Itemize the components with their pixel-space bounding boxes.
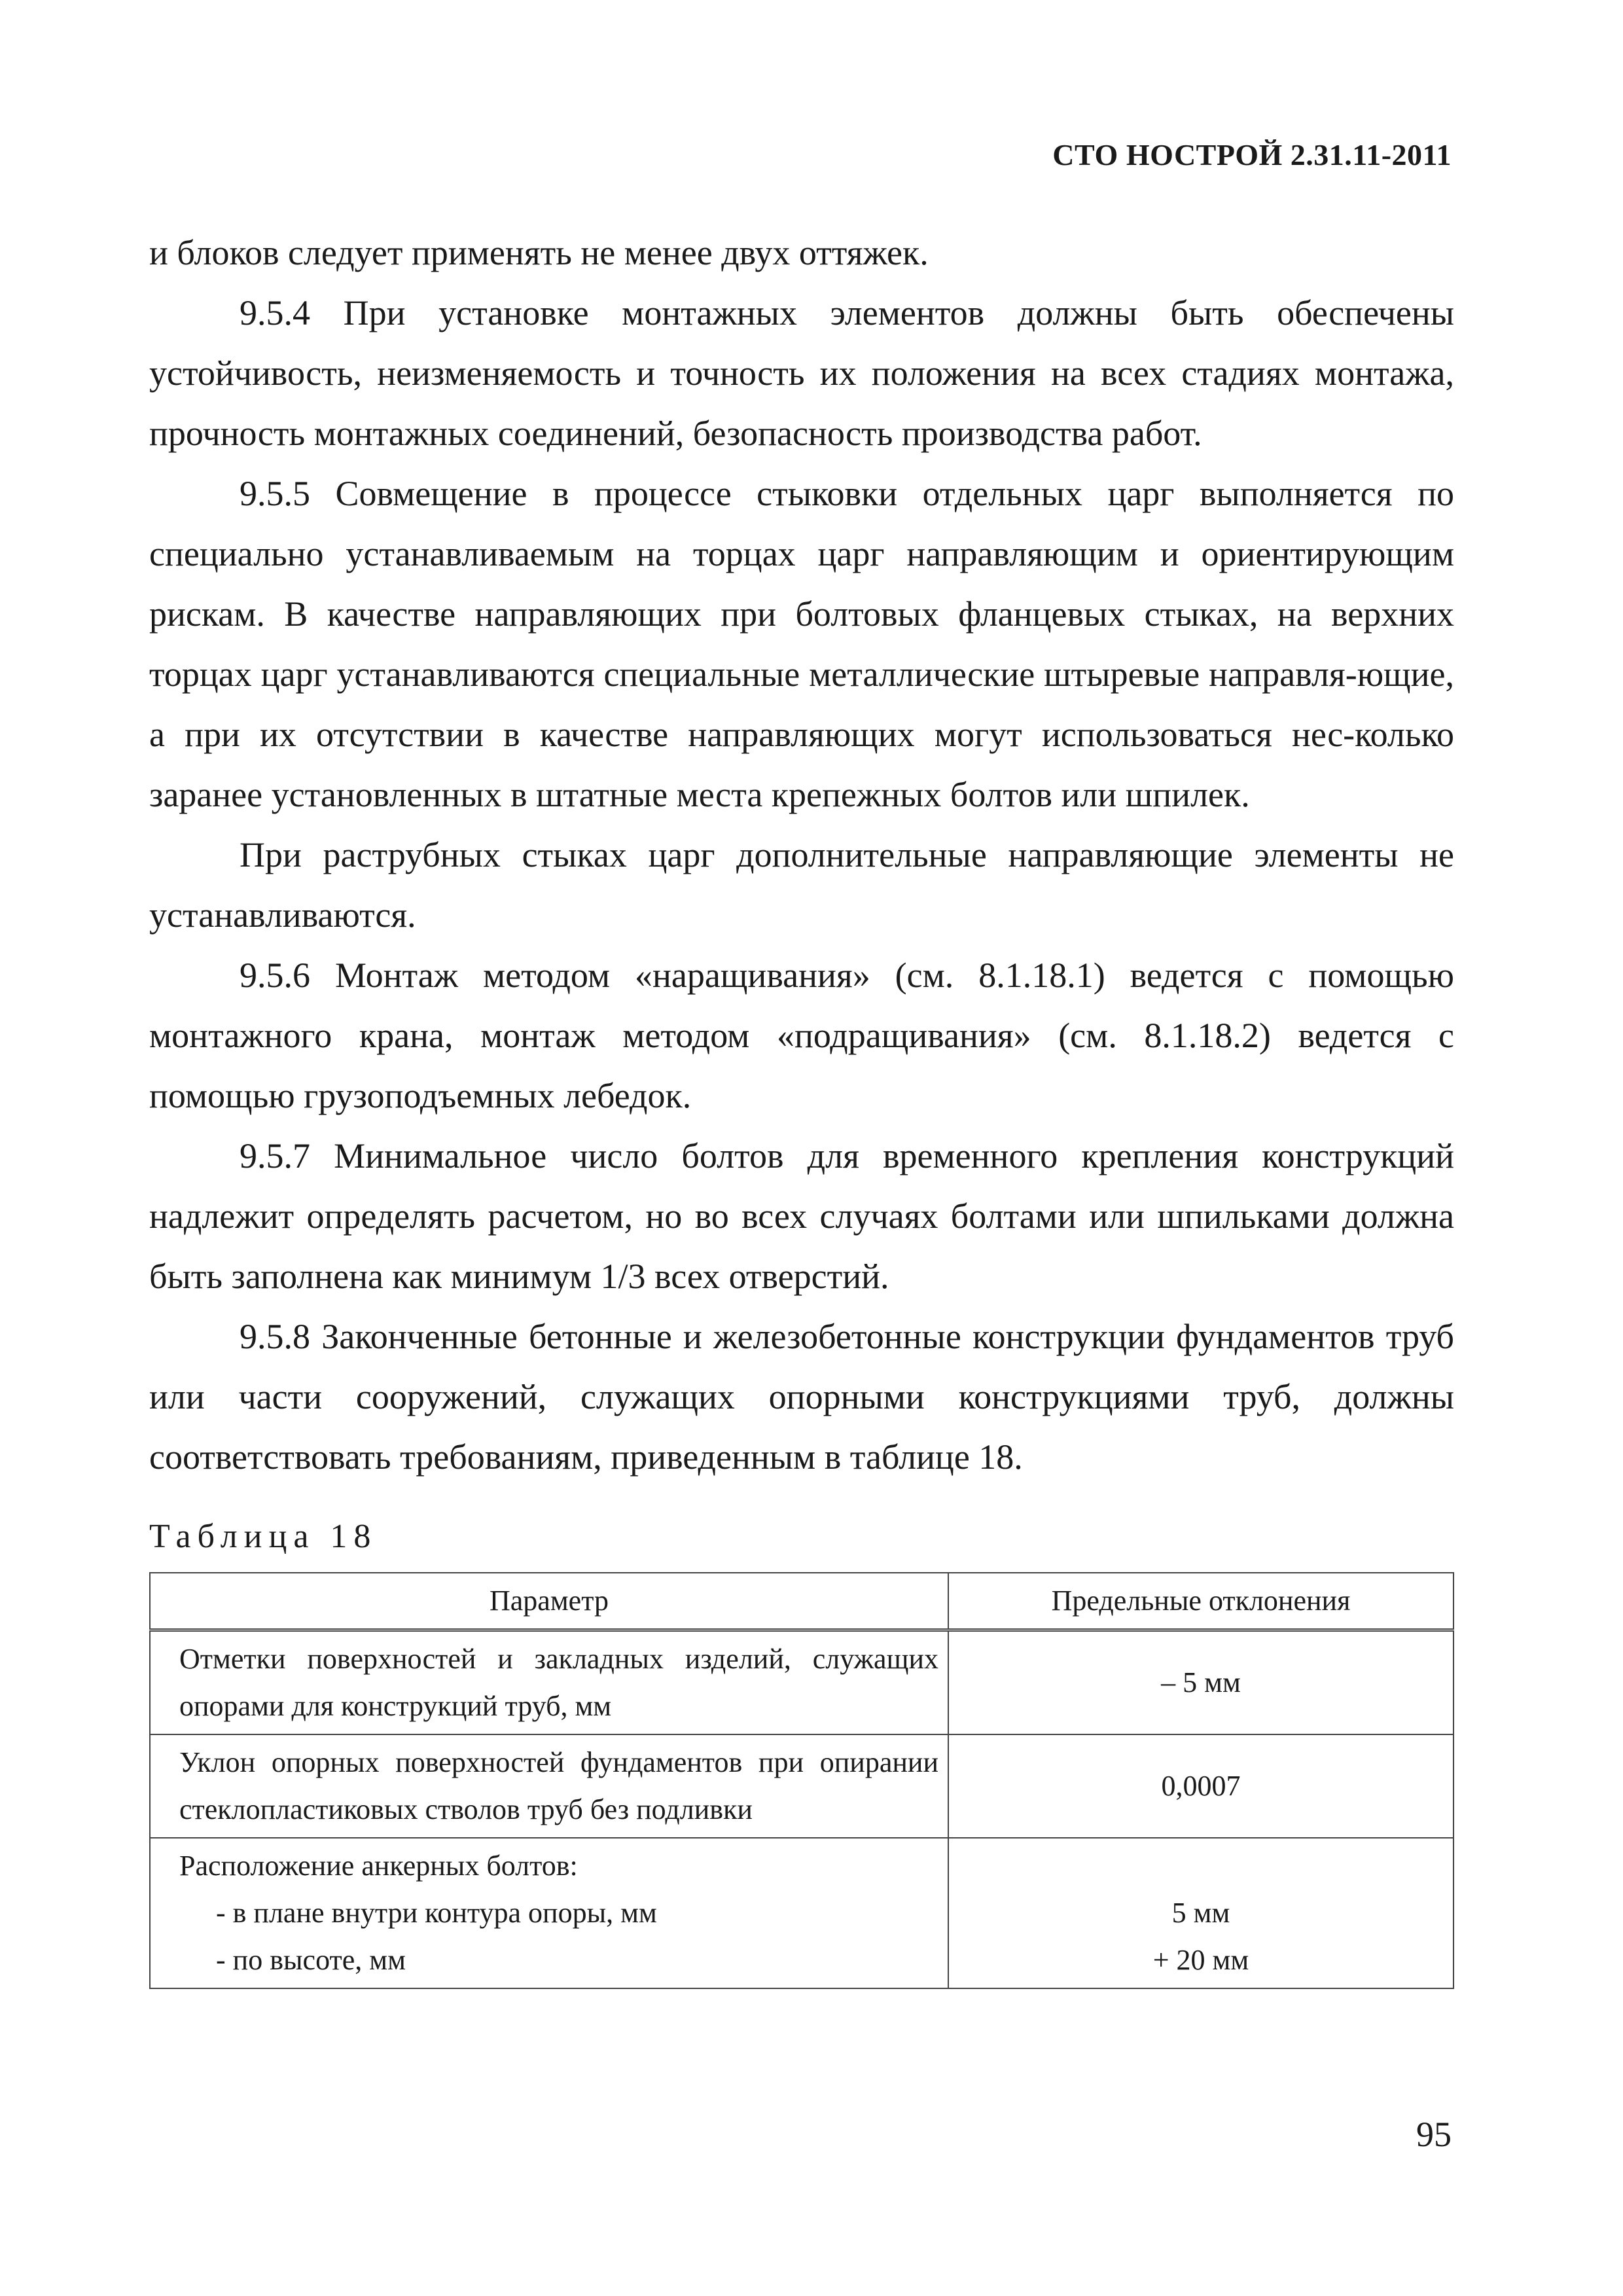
column-header-param: Параметр [150,1573,948,1630]
body-text [149,223,1454,1487]
paragraph-9-5-5: 9.5.5 Совмещение в процессе стыковки отдельных царг выполняется по специально устанавливаемым на торцах царг направляющим и ориентирующим рискам. В качестве направляющих при болтовых фланцевых стыках, на верхних торцах царг устанавливаются специальные металлические штыревые направля-ющие, а при их отсутствии в качестве направляющих могут использоваться нес-колько заранее установленных в штатные места крепежных болтов или шпилек. [149,474,1454,814]
paragraph-9-5-6: 9.5.6 Монтаж методом «наращивания» (см. 8.1.18.1) ведется с помощью монтажного крана, монтаж методом «подращивания» (см. 8.1.18.2) ведется с помощью грузоподъемных лебедок. [149,956,1454,1115]
anchor-bolts-height-item: - по высоте, мм [216,1944,406,1976]
paragraph-9-5-7: 9.5.7 Минимальное число болтов для временного крепления конструкций надлежит определять расчетом, но во всех случаях болтами или шпильками должна быть заполнена как минимум 1/3 всех отверстий. [149,1136,1454,1296]
anchor-bolts-label: Расположение анкерных болтов: [179,1850,578,1882]
column-header-deviation: Предельные отклонения [948,1573,1454,1630]
paragraph-9-5-4: 9.5.4 При установке монтажных элементов должны быть обеспечены устойчивость, неизменяемость и точность их положения на всех стадиях монтажа, прочность монтажных соединений, безопасность производства работ. [149,293,1454,453]
document-code-header: СТО НОСТРОЙ 2.31.11-2011 [1052,138,1452,171]
table-row [150,1838,1454,1988]
table-cell-deviation: 0,0007 [948,1734,1454,1838]
paragraph-continuation: и блоков следует применять не менее двух оттяжек. [149,233,929,272]
anchor-bolts-plan-value: 5 мм [1171,1897,1230,1929]
page-number: 95 [1416,2115,1452,2154]
table-header-row [150,1573,1454,1630]
paragraph-9-5-8: 9.5.8 Законченные бетонные и железобетонные конструкции фундаментов труб или части сооружений, служащих опорными конструкциями труб, должны соответствовать требованиям, приведенным в таблице 18. [149,1317,1454,1477]
table-row [150,1630,1454,1735]
table-cell-param [150,1838,948,1988]
table-cell-deviation: – 5 мм [948,1630,1454,1735]
table-caption: Таблица 18 [149,1518,378,1555]
paragraph-socket-joints: При раструбных стыках царг дополнительные направляющие элементы не устанавливаются. [149,835,1454,935]
tolerance-table [149,1572,1454,1989]
table-cell-deviation [948,1838,1454,1988]
table-cell-param: Уклон опорных поверхностей фундаментов при опирании стеклопластиковых стволов труб без подливки [150,1734,948,1838]
anchor-bolts-height-value: + 20 мм [1152,1944,1249,1976]
table-cell-param: Отметки поверхностей и закладных изделий, служащих опорами для конструкций труб, мм [150,1630,948,1735]
anchor-bolts-spacer [958,1842,1444,1890]
anchor-bolts-plan-item: - в плане внутри контура опоры, мм [216,1897,657,1929]
table-row [150,1734,1454,1838]
